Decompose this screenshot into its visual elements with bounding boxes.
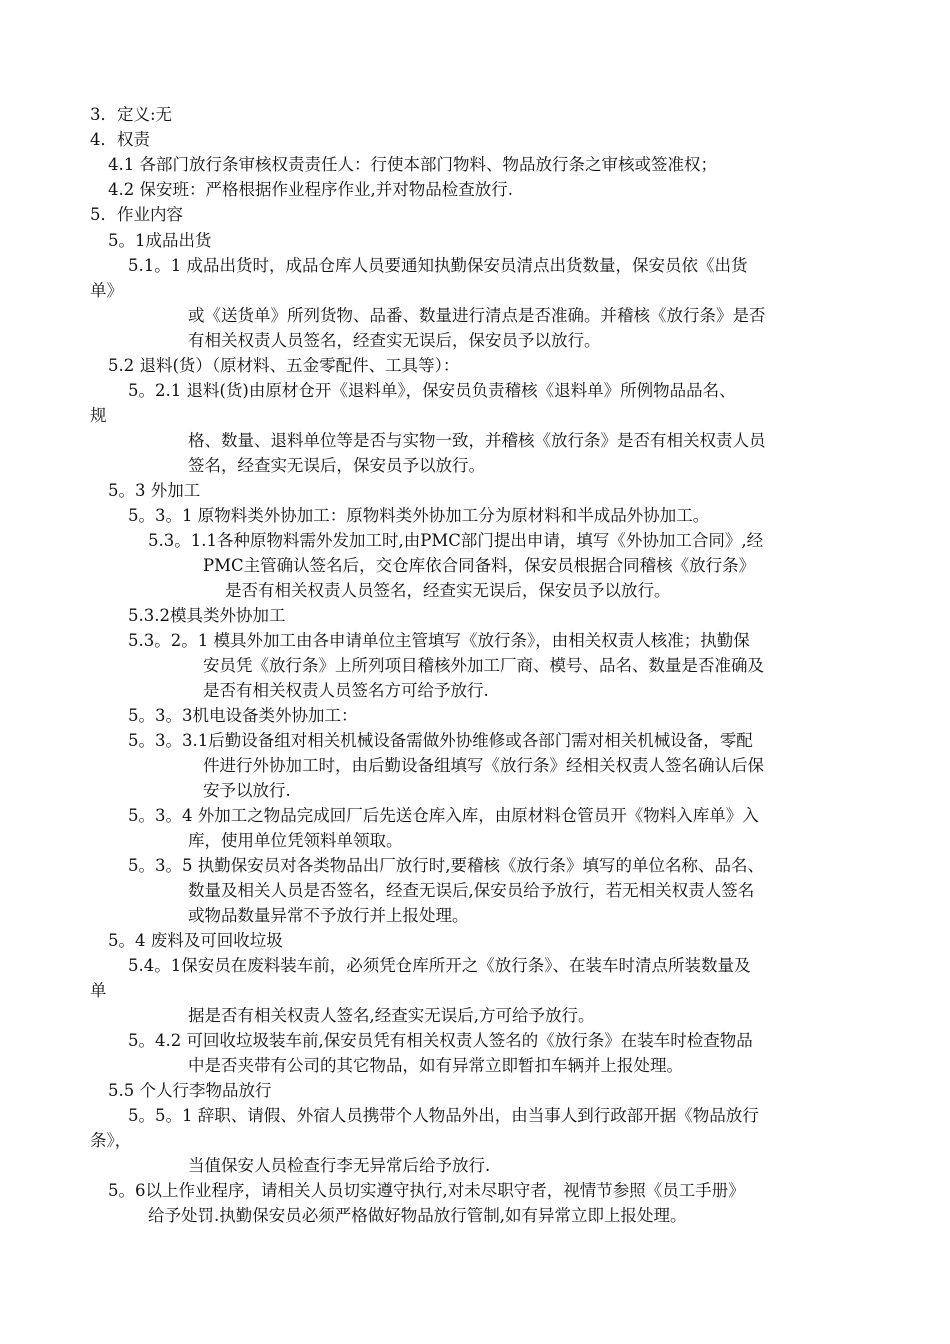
text-line: 5。6以上作业程序，请相关人员切实遵守执行,对未尽职守者，视情节参照《员工手册》 (108, 1181, 745, 1200)
text-line: 安予以放行. (203, 781, 291, 800)
text-line: 是否有相关权责人员签名方可给予放行. (203, 681, 489, 700)
text-line: PMC主管确认签名后，交仓库依合同备料，保安员根据合同稽核《放行条》 (203, 556, 756, 575)
text-line: 5.3。2。1 模具外加工由各申请单位主管填写《放行条》，由相关权责人核准；执勤保 (128, 631, 750, 650)
text-line: 中是否夹带有公司的其它物品，如有异常立即暂扣车辆并上报处理。 (188, 1056, 683, 1075)
text-line: 规 (90, 406, 107, 425)
subsection-heading: 5.3.2模具类外协加工 (128, 606, 286, 625)
text-line: 库，使用单位凭领料单领取。 (188, 831, 403, 850)
text-line: 单 (90, 981, 107, 1000)
text-line: 件进行外协加工时，由后勤设备组填写《放行条》经相关权责人签名确认后保 (203, 756, 764, 775)
section-heading: 5.2 退料(货）（原材料、五金零配件、工具等）： (108, 356, 460, 375)
section-heading: 5.5 个人行李物品放行 (108, 1081, 272, 1100)
section-heading: 5。1成品出货 (108, 231, 212, 250)
text-line: 格、数量、退料单位等是否与实物一致，并稽核《放行条》是否有相关权责人员 (188, 431, 766, 450)
text-line: 单》 (90, 281, 123, 300)
text-line: 5.4。1保安员在废料装车前，必须凭仓库所开之《放行条》、在装车时清点所装数量及 (128, 956, 751, 975)
text-line: 安员凭《放行条》上所列项目稽核外加工厂商、模号、品名、数量是否准确及 (203, 656, 764, 675)
text-line: 4.2 保安班：严格根据作业程序作业,并对物品检查放行. (108, 180, 513, 199)
text-line: 5。3。3.1后勤设备组对相关机械设备需做外协维修或各部门需对相关机械设备，零配 (128, 731, 753, 750)
text-line: 给予处罚.执勤保安员必须严格做好物品放行管制,如有异常立即上报处理。 (148, 1206, 687, 1225)
text-line: 4.1 各部门放行条审核权责责任人：行使本部门物料、物品放行条之审核或签准权； (108, 155, 717, 174)
text-line: 当值保安人员检查行李无异常后给予放行. (188, 1156, 491, 1175)
heading-operation: 5．作业内容 (90, 205, 183, 224)
text-line: 5。3。4 外加工之物品完成回厂后先送仓库入库，由原材料仓管员开《物料入库单》入 (128, 806, 759, 825)
text-line: 5.1。1 成品出货时，成品仓库人员要通知执勤保安员清点出货数量，保安员依《出货 (128, 256, 748, 275)
text-line: 条》， (90, 1131, 132, 1150)
section-heading: 5。4 废料及可回收垃圾 (108, 931, 283, 950)
heading-responsibility: 4．权责 (90, 130, 150, 149)
text-line: 或物品数量异常不予放行并上报处理。 (188, 906, 469, 925)
text-line: 据是否有相关权责人签名,经查实无误后,方可给予放行。 (188, 1006, 595, 1025)
text-line: 5。4.2 可回收垃圾装车前,保安员凭有相关权责人签名的《放行条》在装车时检查物品 (128, 1031, 753, 1050)
section-heading: 5。3 外加工 (108, 481, 201, 500)
text-line: 5。2.1 退料(货)由原材仓开《退料单》，保安员负责稽核《退料单》所例物品品名、 (128, 381, 736, 400)
text-line: 5.3。1.1各种原物料需外发加工时,由PMC部门提出申请，填写《外协加工合同》,经 (148, 531, 764, 550)
text-line: 5。3。5 执勤保安员对各类物品出厂放行时,要稽核《放行条》填写的单位名称、品名、 (128, 856, 764, 875)
text-line: 5。5。1 辞职、请假、外宿人员携带个人物品外出，由当事人到行政部开据《物品放行 (128, 1106, 759, 1125)
subsection-heading: 5。3。3机电设备类外协加工： (128, 706, 358, 725)
text-line: 数量及相关人员是否签名，经查无误后,保安员给予放行，若无相关权责人签名 (188, 881, 755, 900)
text-line: 5。3。1 原物料类外协加工：原物料类外协加工分为原材料和半成品外协加工。 (128, 506, 710, 525)
text-line: 是否有相关权责人员签名，经查实无误后，保安员予以放行。 (225, 581, 671, 600)
heading-definition: 3．定义:无 (90, 105, 173, 124)
text-line: 有相关权责人员签名，经查实无误后，保安员予以放行。 (188, 331, 601, 350)
text-line: 或《送货单》所列货物、品番、数量进行清点是否准确。并稽核《放行条》是否 (188, 306, 766, 325)
text-line: 签名，经查实无误后，保安员予以放行。 (188, 456, 485, 475)
